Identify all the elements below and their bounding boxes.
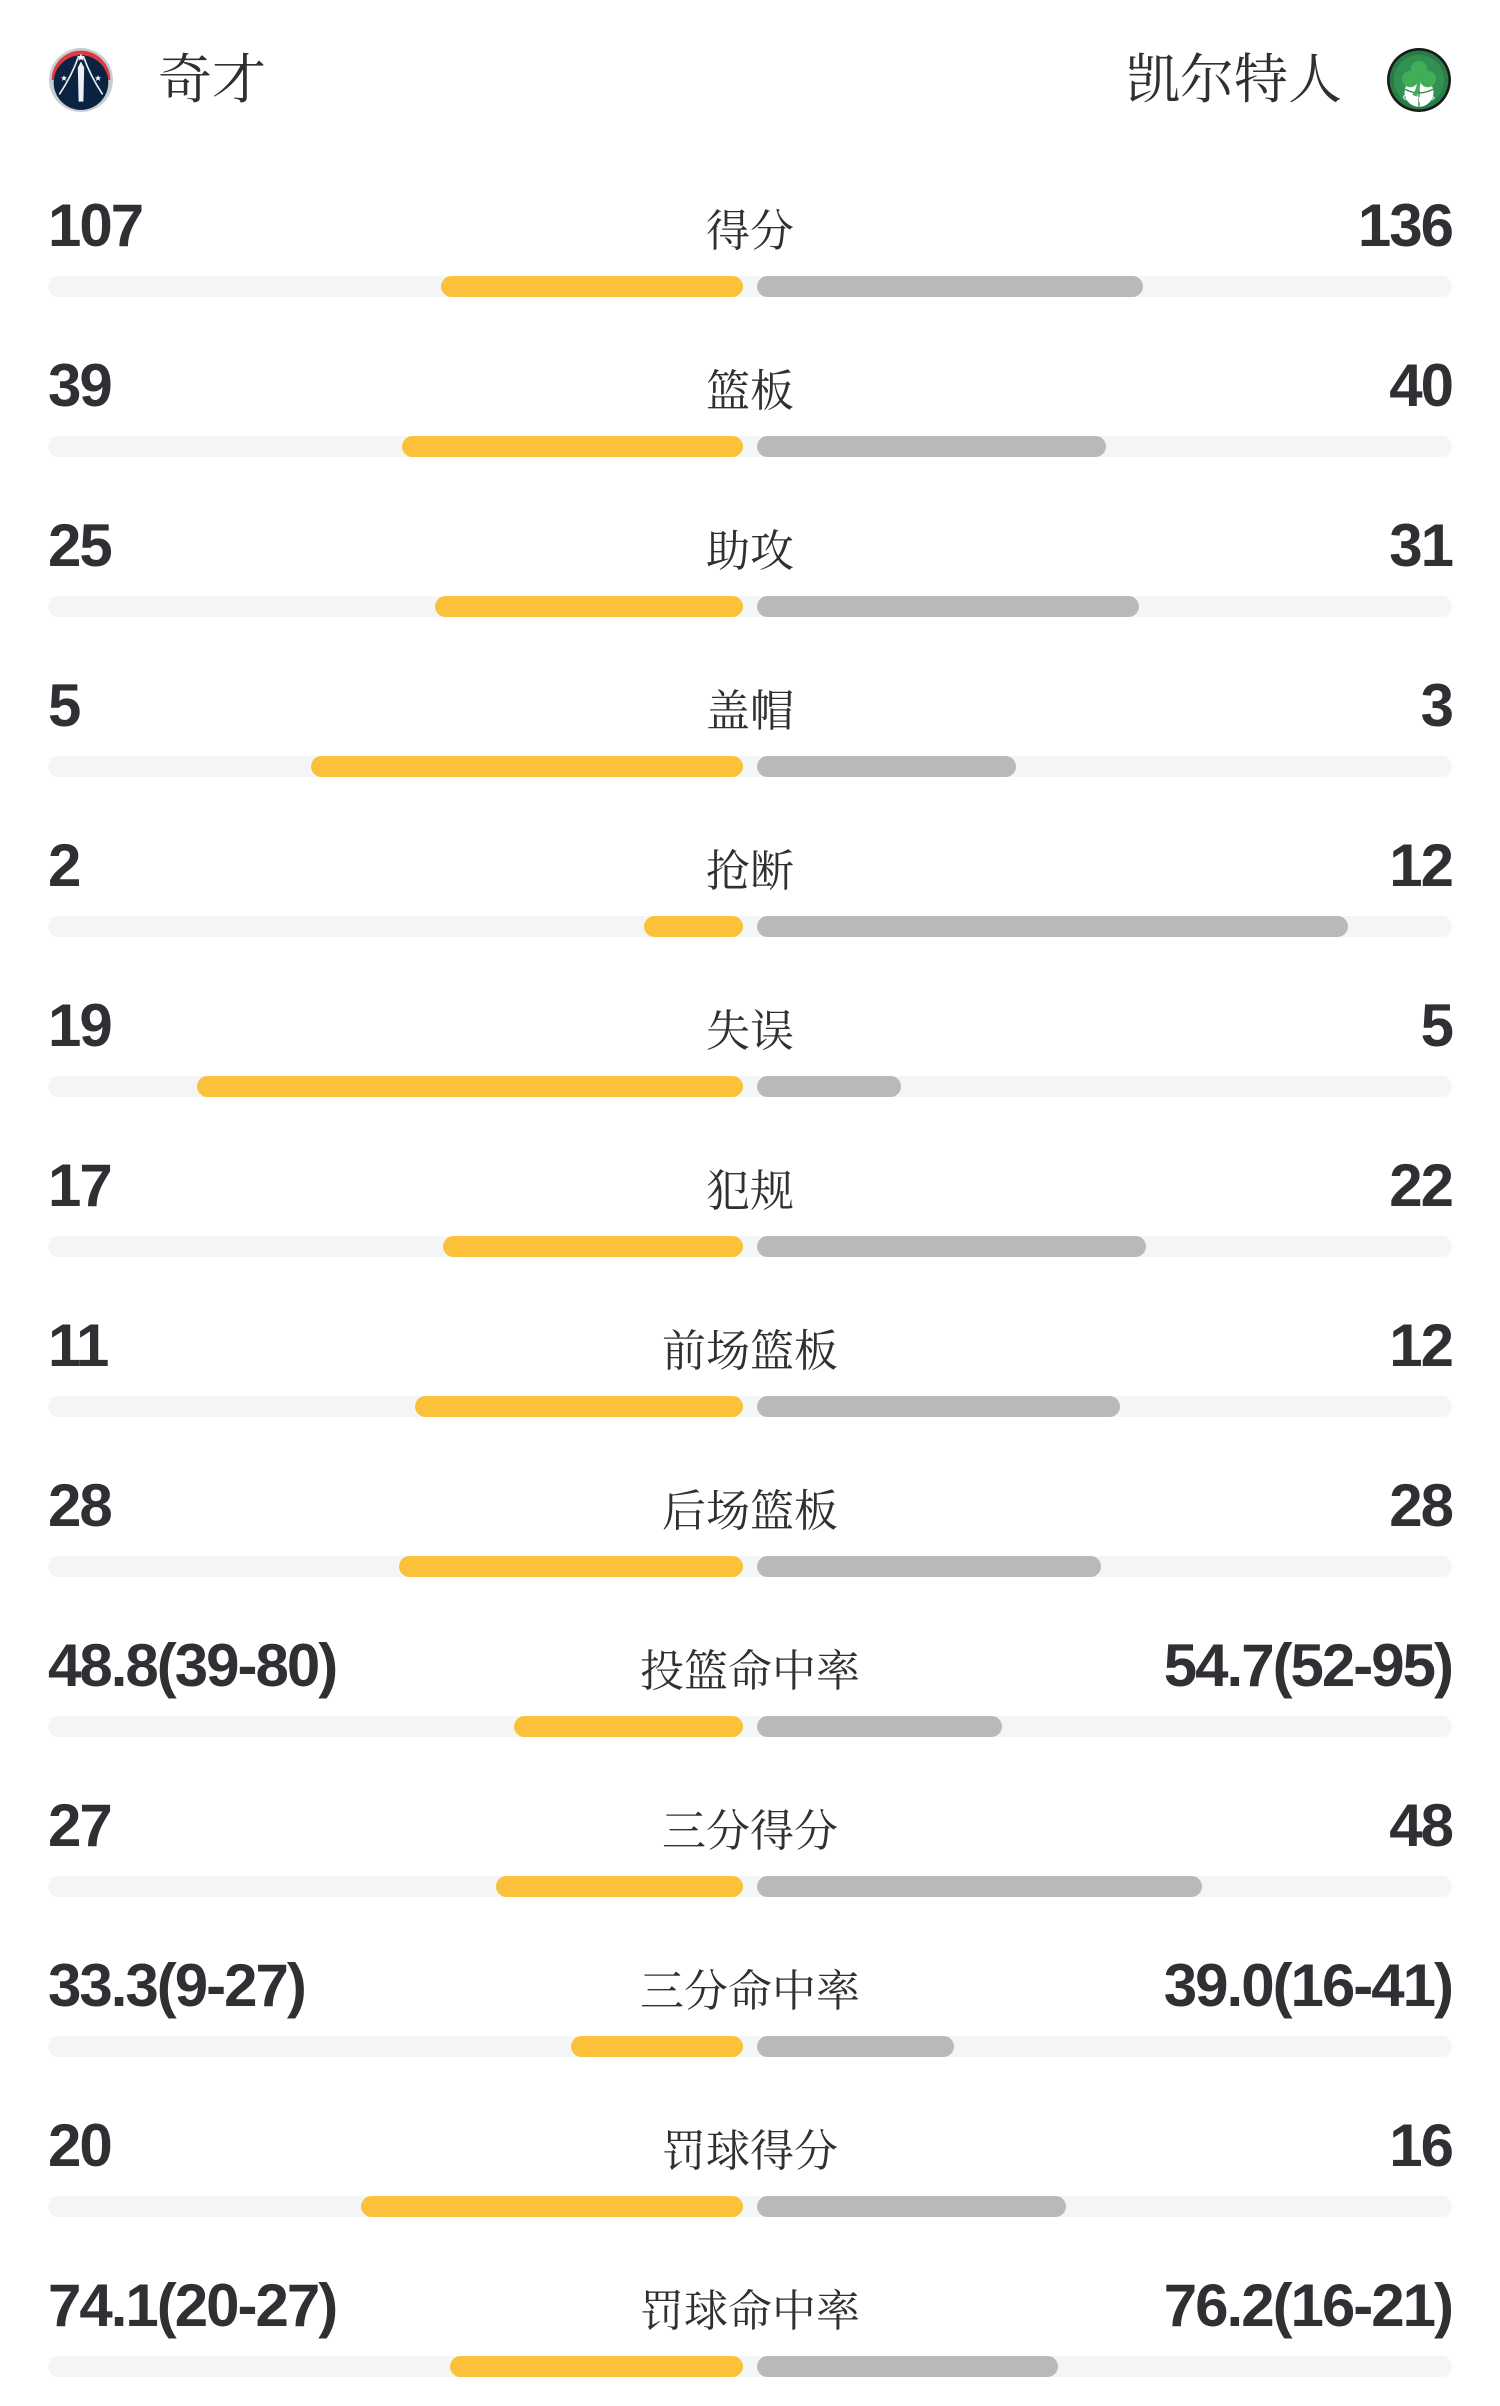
home-bar	[311, 756, 743, 777]
bar-track	[48, 1716, 1452, 1737]
stat-row	[48, 646, 1452, 806]
home-bar	[496, 1876, 743, 1897]
home-value: 2	[48, 832, 80, 899]
stat-row	[48, 966, 1452, 1126]
away-bar	[757, 1716, 1002, 1737]
away-bar	[757, 756, 1016, 777]
bar-track	[48, 436, 1452, 457]
stat-values-line	[48, 2112, 1452, 2179]
stat-row	[48, 1766, 1452, 1926]
stat-values-line	[48, 1952, 1452, 2019]
stat-row	[48, 166, 1452, 326]
stat-values-line	[48, 352, 1452, 419]
bar-track	[48, 1556, 1452, 1577]
away-value: 3	[1420, 672, 1452, 739]
away-bar	[757, 1236, 1146, 1257]
stat-label: 三分命中率	[640, 1967, 860, 2016]
stat-values-line	[48, 1312, 1452, 1379]
team-home[interactable]	[48, 47, 266, 113]
home-value: 11	[48, 1312, 108, 1379]
stat-values-line	[48, 192, 1452, 259]
home-value: 17	[48, 1152, 111, 1219]
bar-track	[48, 596, 1452, 617]
home-value: 74.1(20-27)	[48, 2272, 337, 2339]
bar-track	[48, 916, 1452, 937]
away-value: 22	[1389, 1152, 1452, 1219]
bar-track	[48, 1236, 1452, 1257]
stat-values-line	[48, 512, 1452, 579]
bar-track	[48, 2036, 1452, 2057]
stat-values-line	[48, 1152, 1452, 1219]
stat-values-line	[48, 992, 1452, 1059]
away-value: 40	[1389, 352, 1452, 419]
home-value: 25	[48, 512, 111, 579]
stat-row	[48, 1286, 1452, 1446]
away-bar	[757, 1396, 1120, 1417]
stat-values-line	[48, 672, 1452, 739]
away-value: 136	[1357, 192, 1452, 259]
bar-track	[48, 1876, 1452, 1897]
away-bar	[757, 596, 1139, 617]
stat-row	[48, 1126, 1452, 1286]
away-bar	[757, 1076, 901, 1097]
home-bar	[435, 596, 743, 617]
stats-list	[48, 166, 1452, 2406]
away-value: 5	[1420, 992, 1452, 1059]
team-home-name: 奇才	[158, 50, 266, 110]
stat-label: 失误	[706, 1007, 794, 1056]
wizards-logo-icon	[48, 47, 114, 113]
stat-label: 罚球得分	[662, 2127, 838, 2176]
stat-row	[48, 326, 1452, 486]
stat-label: 投篮命中率	[640, 1647, 860, 1696]
bar-track	[48, 1076, 1452, 1097]
stat-values-line	[48, 2272, 1452, 2339]
home-bar	[441, 276, 743, 297]
teams-header	[48, 0, 1452, 116]
away-value: 28	[1389, 1472, 1452, 1539]
stat-label: 犯规	[706, 1167, 794, 1216]
away-bar	[757, 1876, 1202, 1897]
away-bar	[757, 276, 1143, 297]
away-bar	[757, 916, 1348, 937]
home-bar	[514, 1716, 743, 1737]
stat-label: 盖帽	[706, 687, 794, 736]
celtics-logo-text: CELTICS	[1401, 91, 1437, 105]
home-bar	[571, 2036, 743, 2057]
away-bar	[757, 2196, 1066, 2217]
away-value: 39.0(16-41)	[1163, 1952, 1452, 2019]
stat-row	[48, 806, 1452, 966]
home-bar	[450, 2356, 743, 2377]
stat-label: 得分	[706, 207, 794, 256]
bar-track	[48, 276, 1452, 297]
stat-values-line	[48, 1632, 1452, 1699]
home-bar	[415, 1396, 743, 1417]
bar-track	[48, 2196, 1452, 2217]
home-bar	[402, 436, 743, 457]
stat-row	[48, 1926, 1452, 2086]
home-bar	[399, 1556, 743, 1577]
monument-glyph	[78, 61, 84, 101]
stat-label: 后场篮板	[662, 1487, 838, 1536]
team-away-name: 凯尔特人	[1126, 50, 1342, 110]
stat-label: 篮板	[706, 367, 794, 416]
away-bar	[757, 2356, 1058, 2377]
home-bar	[644, 916, 743, 937]
away-bar	[757, 436, 1106, 457]
home-value: 5	[48, 672, 80, 739]
stat-row	[48, 1606, 1452, 1766]
celtics-logo-icon	[1386, 47, 1452, 113]
away-value: 12	[1389, 832, 1452, 899]
home-value: 107	[48, 192, 143, 259]
bar-track	[48, 1396, 1452, 1417]
away-value: 12	[1389, 1312, 1452, 1379]
home-value: 33.3(9-27)	[48, 1952, 305, 2019]
stat-row	[48, 2086, 1452, 2246]
away-bar	[757, 2036, 954, 2057]
stat-row	[48, 1446, 1452, 1606]
home-value: 39	[48, 352, 111, 419]
home-value: 27	[48, 1792, 111, 1859]
away-value: 31	[1389, 512, 1452, 579]
stat-values-line	[48, 832, 1452, 899]
home-value: 48.8(39-80)	[48, 1632, 337, 1699]
stat-row	[48, 486, 1452, 646]
home-bar	[197, 1076, 743, 1097]
team-away[interactable]	[1126, 47, 1452, 113]
bar-track	[48, 756, 1452, 777]
away-value: 54.7(52-95)	[1163, 1632, 1452, 1699]
home-value: 20	[48, 2112, 111, 2179]
stat-label: 罚球命中率	[640, 2287, 860, 2336]
home-value: 19	[48, 992, 111, 1059]
home-value: 28	[48, 1472, 111, 1539]
away-bar	[757, 1556, 1101, 1577]
stat-label: 抢断	[706, 847, 794, 896]
stat-label: 助攻	[706, 527, 794, 576]
stat-values-line	[48, 1792, 1452, 1859]
home-bar	[361, 2196, 743, 2217]
away-value: 16	[1389, 2112, 1452, 2179]
away-value: 76.2(16-21)	[1163, 2272, 1452, 2339]
away-value: 48	[1389, 1792, 1452, 1859]
bar-track	[48, 2356, 1452, 2377]
home-bar	[443, 1236, 743, 1257]
stat-values-line	[48, 1472, 1452, 1539]
stat-row	[48, 2246, 1452, 2406]
stat-label: 三分得分	[662, 1807, 838, 1856]
stat-label: 前场篮板	[662, 1327, 838, 1376]
